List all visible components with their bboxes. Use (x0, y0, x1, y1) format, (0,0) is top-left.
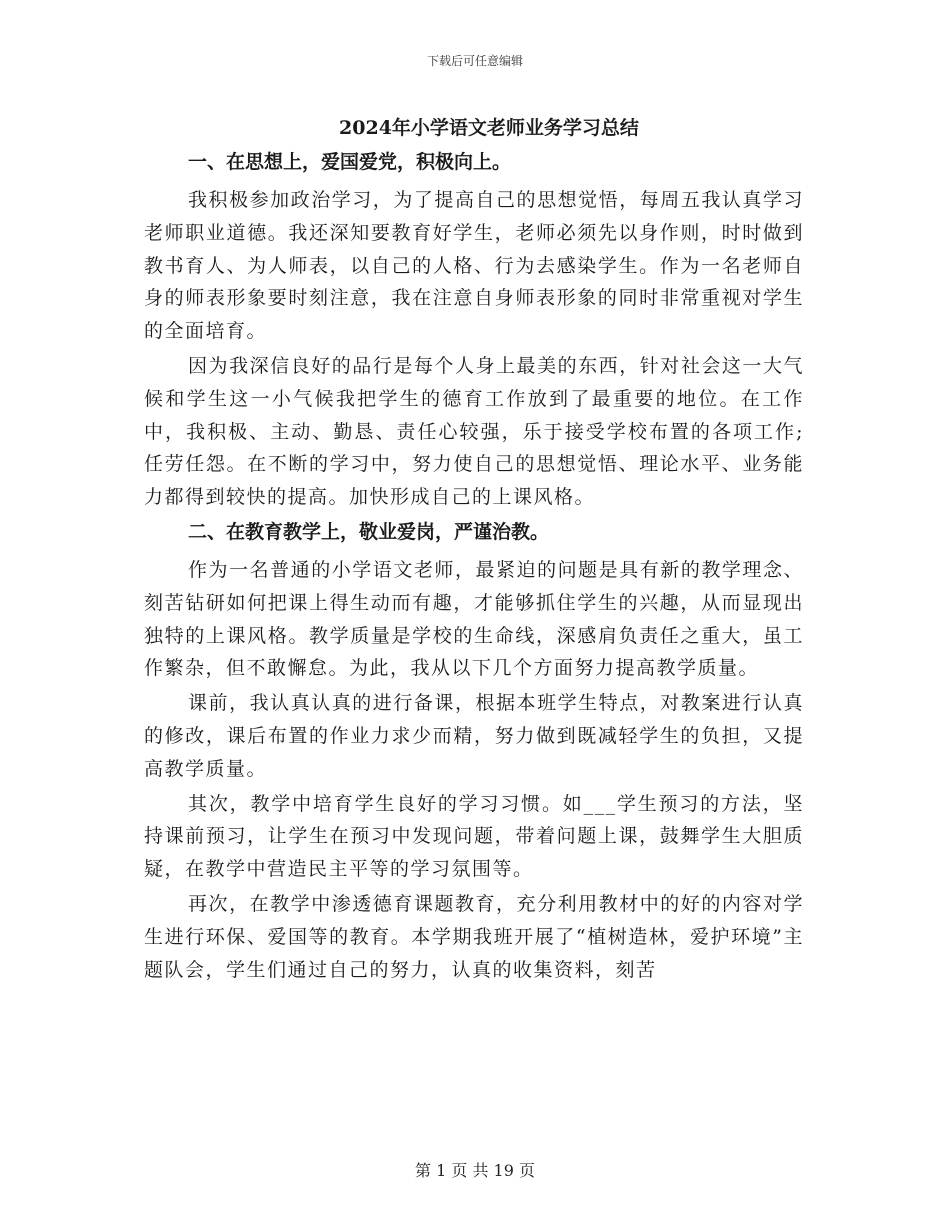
paragraph: 课前，我认真认真的进行备课，根据本班学生特点，对教案进行认真的修改，课后布置的作业力求少而精，努力做到既减轻学生的负担，又提高教学质量。 (144, 692, 804, 780)
paragraph: 其次，教学中培育学生良好的学习习惯。如___学生预习的方法，坚持课前预习，让学生在预习中发现问题，带着问题上课，鼓舞学生大胆质疑，在教学中营造民主平等的学习氛围等。 (144, 792, 804, 881)
paragraph: 再次，在教学中渗透德育课题教育，充分利用教材中的好的内容对学生进行环保、爱国等的教育。本学期我班开展了“植树造林，爱护环境”主题队会，学生们通过自己的努力，认真的收集资料，刻苦 (144, 892, 804, 981)
page-number: 第 1 页 共 19 页 (415, 1161, 535, 1180)
paragraph: 因为我深信良好的品行是每个人身上最美的东西，针对社会这一大气候和学生这一小气候我把学生的德育工作放到了最重要的地位。在工作中，我积极、主动、勤恳、责任心较强，乐于接受学校布置的各项工作;任劳任怨。在不断的学习中，努力使自己的思想觉悟、理论水平、业务能力都得到较快的提高。加快形成自己的上课风格。 (144, 354, 804, 509)
paragraph: 作为一名普通的小学语文老师，最紧迫的问题是具有新的教学理念、刻苦钻研如何把课上得生动而有趣，才能够抓住学生的兴趣，从而显现出独特的上课风格。教学质量是学校的生命线，深感肩负责任之重大，虽工作繁杂，但不敢懈怠。为此，我从以下几个方面努力提高教学质量。 (144, 558, 804, 680)
section-heading-1: 一、在思想上，爱国爱党，积极向上。 (188, 151, 512, 173)
document-body (144, 114, 804, 988)
document-title: 2024年小学语文老师业务学习总结 (339, 117, 639, 139)
section-heading-2: 二、在教育教学上，敬业爱岗，严谨治教。 (188, 520, 550, 543)
paragraph: 我积极参加政治学习，为了提高自己的思想觉悟，每周五我认真学习老师职业道德。我还深知要教育好学生，老师必须先以身作则，时时做到教书育人、为人师表，以自己的人格、行为去感染学生。作为一名老师自身的师表形象要时刻注意，我在注意自身师表形象的同时非常重视对学生的全面培育。 (144, 189, 804, 343)
header-note: 下载后可任意编辑 (426, 54, 523, 68)
